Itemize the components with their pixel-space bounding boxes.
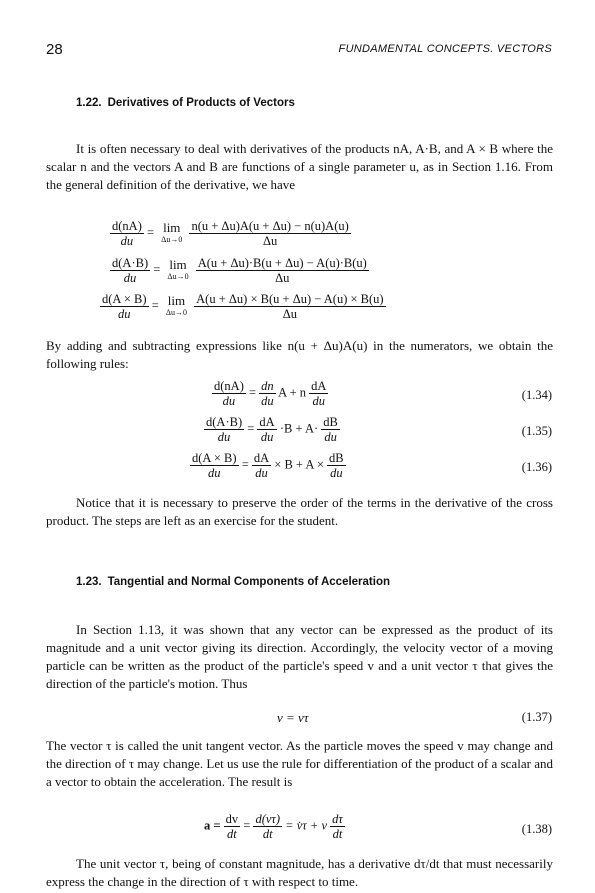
rhs-fraction: $\frac{n(u + \Delta u)A(u + \Delta u) - n(u)A(u)}{\Delta u}$ [191, 219, 349, 248]
section-number: 1.22. [76, 97, 102, 109]
rule-eq-1-35: $\frac{d(A\cdot B)}{du}$ = $\frac{dA}{du}$ ·B + A· $\frac{dB}{du}$ [206, 415, 338, 444]
section-title: Tangential and Normal Components of Acceleration [107, 576, 391, 588]
equation-label-1-36: (1.36) [521, 460, 552, 474]
definition-eq-1: $\frac{d(nA)}{du}$ = lim Δu→0 $\frac{n(u + \Delta u)A(u + \Delta u) - n(u)A(u)}{\Delta u}$ [112, 219, 349, 248]
equation-1-38: a = $\frac{dv}{dt}$ = $\frac{d(v\tau)}{dt}$ = v̇τ + v $\frac{d\tau}{dt}$ [204, 812, 343, 841]
equation-1-37: v = vτ [277, 710, 309, 725]
equation-label-1-34: (1.34) [521, 388, 552, 402]
rhs-fraction: $\frac{A(u + \Delta u)\cdot B(u + \Delta u) - A(u)\cdot B(u)}{\Delta u}$ [197, 256, 367, 285]
paragraph-intro: It is often necessary to deal with derivatives of the products nA, A·B, and A × B where the scalar n and the vectors A and B are functions of a single parameter u, as in Section 1.16. From the general definition of the derivative, we have [46, 141, 553, 192]
equation-label-1-37: (1.37) [521, 710, 552, 724]
definition-eq-2: $\frac{d(A\cdot B)}{du}$ = lim Δu→0 $\frac{A(u + \Delta u)\cdot B(u + \Delta u) - A(u)\cdot B(u)}{\Delta u}$ [112, 256, 367, 285]
rhs-fraction: $\frac{A(u + \Delta u) \times B(u + \Delta u) - A(u) \times B(u)}{\Delta u}$ [196, 292, 384, 321]
limit-operator: lim Δu→0 [161, 219, 183, 244]
section-number: 1.23. [76, 576, 102, 588]
page-number: 28 [46, 41, 63, 58]
equation-label-1-38: (1.38) [521, 822, 552, 836]
rule-eq-1-36: $\frac{d(A \times B)}{du}$ = $\frac{dA}{du}$ × B + A × $\frac{dB}{du}$ [192, 451, 344, 480]
rule-eq-1-34: $\frac{d(nA)}{du}$ = $\frac{dn}{du}$ A + n $\frac{dA}{du}$ [214, 379, 327, 408]
lhs-fraction: $\frac{d(nA)}{du}$ [112, 219, 142, 248]
limit-operator: lim Δu→0 [165, 292, 188, 317]
running-title: FUNDAMENTAL CONCEPTS. VECTORS [338, 43, 552, 55]
paragraph-notice: Notice that it is necessary to preserve the order of the terms in the derivative of the cross product. The steps are left as an exercise for the student. [46, 495, 553, 528]
definition-eq-3: $\frac{d(A \times B)}{du}$ = lim Δu→0 $\frac{A(u + \Delta u) \times B(u + \Delta u) - A(u) \times B(u)}{\Delta u}$ [102, 292, 384, 321]
limit-operator: lim Δu→0 [167, 256, 189, 281]
lhs-fraction: $\frac{d(A \times B)}{du}$ [102, 292, 147, 321]
equation-label-1-35: (1.35) [521, 424, 552, 438]
paragraph-unit-vector-derivative: The unit vector τ, being of constant magnitude, has a derivative dτ/dt that must necessarily express the change in the direction of τ with respect to time. [46, 856, 553, 889]
section-title: Derivatives of Products of Vectors [107, 97, 295, 109]
lhs-fraction: $\frac{d(A\cdot B)}{du}$ [112, 256, 149, 285]
paragraph-unit-tangent: The vector τ is called the unit tangent vector. As the particle moves the speed v may change and the direction of τ may change. Let us use the rule for differentiation of the product of a scalar and a vector to obtain the acceleration. The result is [46, 738, 553, 789]
paragraph-rules-intro: By adding and subtracting expressions like n(u + Δu)A(u) in the numerators, we obtain the following rules: [46, 338, 553, 371]
section-heading-1-23 [76, 576, 390, 588]
section-heading-1-22 [76, 97, 295, 109]
paragraph-tangent-intro: In Section 1.13, it was shown that any vector can be expressed as the product of its magnitude and a unit vector giving its direction. Accordingly, the velocity vector of a moving particle can be written as the product of the particle's speed v and a unit vector τ that gives the direction of the particle's motion. Thus [46, 622, 553, 691]
